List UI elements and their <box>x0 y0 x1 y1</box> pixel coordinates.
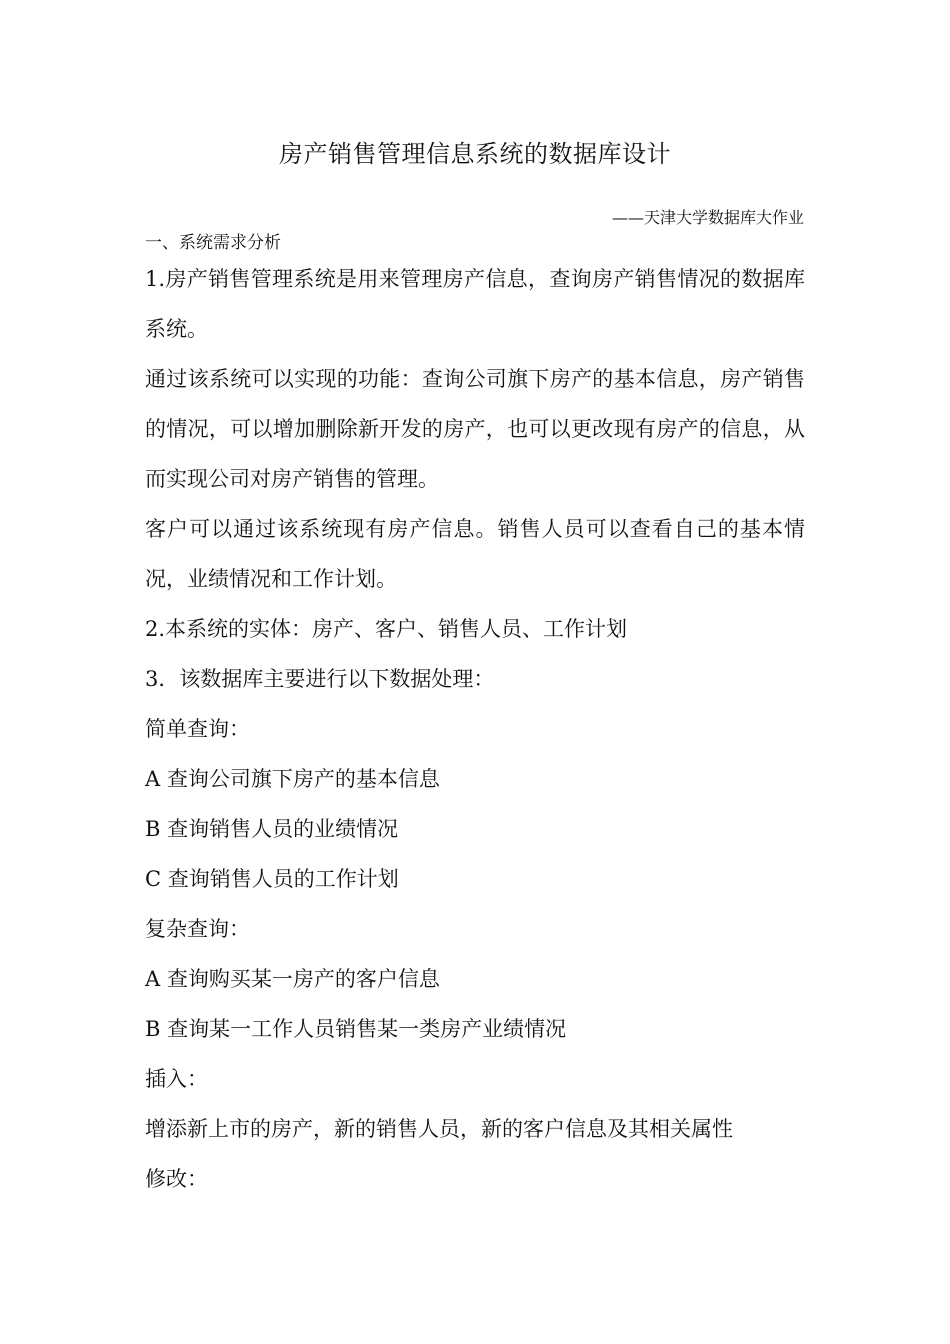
paragraph-users: 客户可以通过该系统现有房产信息。销售人员可以查看自己的基本情况，业绩情况和工作计划。 <box>145 517 805 591</box>
paragraph-insert: 增添新上市的房产，新的销售人员，新的客户信息及其相关属性 <box>145 1117 733 1141</box>
heading-simple-query: 简单查询： <box>145 717 250 741</box>
list-item: A 查询公司旗下房产的基本信息 <box>145 767 440 791</box>
section-heading: 一、系统需求分析 <box>145 233 281 253</box>
paragraph-processing: 3．该数据库主要进行以下数据处理： <box>145 667 495 691</box>
paragraph-entities: 2.本系统的实体：房产、客户、销售人员、工作计划 <box>145 617 628 641</box>
paragraph-intro: 1.房产销售管理系统是用来管理房产信息，查询房产销售情况的数据库系统。 <box>145 267 805 341</box>
list-item: B 查询某一工作人员销售某一类房产业绩情况 <box>145 1017 567 1041</box>
document-body <box>145 254 805 1204</box>
list-item: B 查询销售人员的业绩情况 <box>145 817 399 841</box>
heading-complex-query: 复杂查询： <box>145 917 250 941</box>
document-title: 房产销售管理信息系统的数据库设计 <box>279 140 671 168</box>
paragraph-functions: 通过该系统可以实现的功能：查询公司旗下房产的基本信息，房产销售的情况，可以增加删除新开发的房产，也可以更改现有房产的信息，从而实现公司对房产销售的管理。 <box>145 367 805 491</box>
heading-modify: 修改： <box>145 1167 208 1191</box>
list-item: C 查询销售人员的工作计划 <box>145 867 399 891</box>
document-byline: ——天津大学数据库大作业 <box>611 208 804 227</box>
heading-insert: 插入： <box>145 1067 208 1091</box>
list-item: A 查询购买某一房产的客户信息 <box>145 967 440 991</box>
